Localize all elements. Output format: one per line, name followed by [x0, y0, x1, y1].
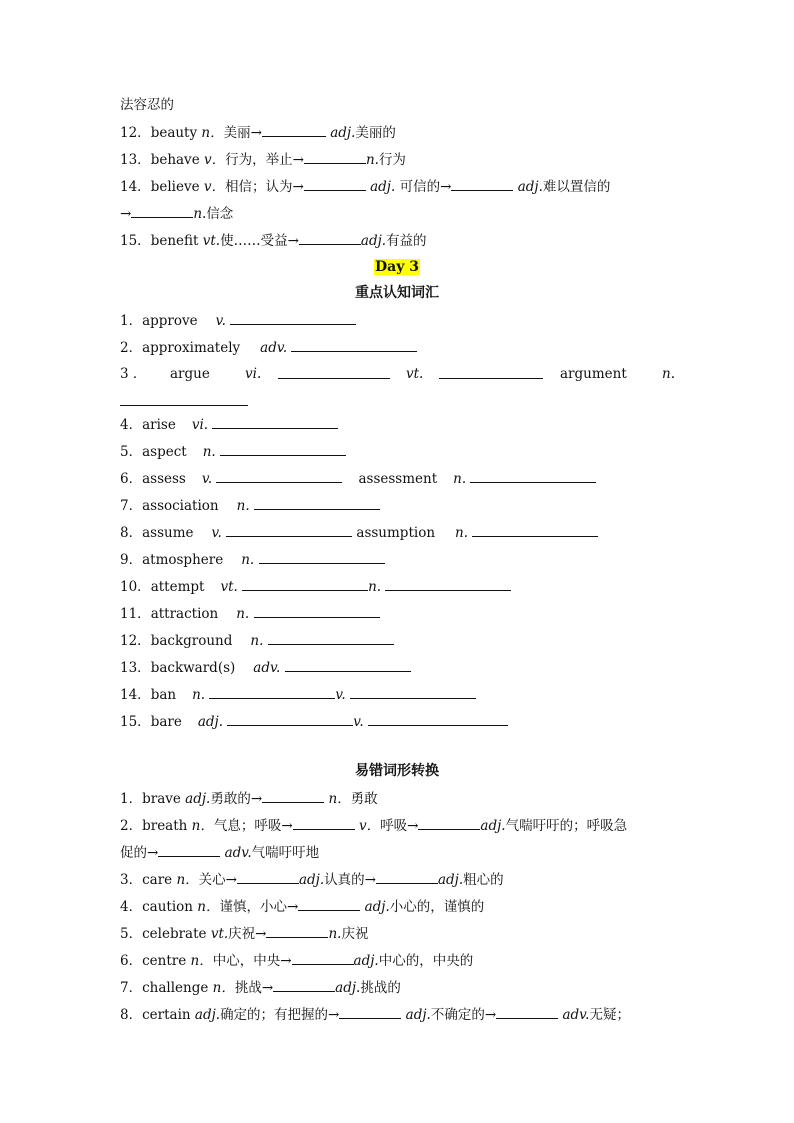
text-segment: n.: [236, 498, 250, 514]
text-segment: adj.: [197, 714, 223, 730]
form-item-1: [120, 789, 378, 808]
answer-blank[interactable]: [350, 685, 476, 699]
text-segment: vt.: [220, 579, 238, 595]
answer-blank[interactable]: [226, 523, 352, 537]
text-segment: 7．: [120, 498, 143, 514]
day-heading: [0, 258, 794, 276]
text-segment: 小心的，谨慎的: [389, 899, 485, 915]
text-segment: 5．: [120, 444, 143, 460]
text-segment: adj.: [405, 1007, 431, 1023]
answer-blank[interactable]: [131, 204, 193, 218]
vocab-item-7: [120, 496, 380, 515]
answer-blank[interactable]: [496, 1005, 558, 1019]
text-segment: 易错词形转换: [355, 763, 439, 779]
text-segment: 使……受益→: [220, 233, 299, 249]
vocab-item-1: [120, 311, 356, 330]
text-segment: adj.: [437, 872, 464, 888]
text-segment: care: [142, 872, 173, 888]
text-segment: 1．: [120, 791, 143, 807]
text-segment: vt.: [202, 233, 221, 249]
vocab-item-10: [120, 577, 511, 596]
answer-blank[interactable]: [304, 150, 366, 164]
vocab-item-2: [120, 338, 417, 357]
answer-blank[interactable]: [268, 631, 394, 645]
text-segment: 4．: [120, 417, 143, 433]
text-segment: 认真的→: [324, 872, 376, 888]
text-segment: 中心，中央→: [212, 953, 292, 969]
answer-blank[interactable]: [220, 442, 346, 456]
text-segment: 气喘吁吁地: [251, 845, 320, 861]
text-segment: n．: [328, 791, 351, 807]
text-segment: 12．: [120, 125, 151, 141]
derivation-item-13: [120, 150, 406, 169]
text-segment: v.: [215, 313, 226, 329]
continued-text: [120, 96, 174, 114]
text-segment: v.: [211, 525, 222, 541]
text-segment: backward(s): [150, 660, 236, 676]
answer-blank[interactable]: [292, 951, 354, 965]
text-segment: 法容忍的: [120, 97, 174, 113]
text-segment: 无疑；: [589, 1007, 630, 1023]
text-segment: 庆祝→: [228, 926, 267, 942]
text-segment: v.: [353, 714, 364, 730]
text-segment: n.: [193, 206, 207, 222]
text-segment: attempt: [150, 579, 205, 595]
answer-blank[interactable]: [418, 816, 480, 830]
text-segment: approve: [142, 313, 198, 329]
text-segment: 4．: [120, 899, 143, 915]
text-segment: adv.: [224, 845, 252, 861]
text-segment: 促的→: [120, 845, 159, 861]
text-segment: v．: [203, 179, 225, 195]
text-segment: breath: [142, 818, 188, 834]
text-segment: adj.: [353, 953, 379, 969]
text-segment: 8．: [120, 1007, 143, 1023]
text-segment: believe: [150, 179, 200, 195]
form-item-8: [120, 1005, 630, 1024]
text-segment: 庆祝: [341, 926, 369, 942]
text-segment: aspect: [142, 444, 187, 460]
text-segment: 3．: [120, 872, 143, 888]
text-segment: adj.: [370, 179, 396, 195]
text-segment: n.: [662, 366, 675, 382]
answer-blank[interactable]: [376, 870, 438, 884]
vocab-item-13: [120, 658, 411, 677]
text-segment: 重点认知词汇: [355, 285, 439, 301]
form-item-7: [120, 978, 401, 997]
text-segment: 9．: [120, 552, 143, 568]
answer-blank[interactable]: [262, 123, 326, 137]
answer-blank[interactable]: [237, 870, 299, 884]
vocab-pos: [406, 365, 423, 383]
text-segment: arise: [142, 417, 176, 433]
answer-blank[interactable]: [254, 496, 380, 510]
text-segment: 15．: [120, 233, 151, 249]
text-segment: v.: [201, 471, 213, 487]
text-segment: assess: [142, 471, 186, 487]
text-segment: 11．: [120, 606, 151, 622]
vocab-item-4: [120, 415, 338, 434]
text-segment: n．: [191, 818, 214, 834]
text-segment: attraction: [150, 606, 219, 622]
text-segment: 12．: [120, 633, 151, 649]
text-segment: n．: [176, 872, 199, 888]
answer-blank[interactable]: [339, 1005, 401, 1019]
text-segment: adj.: [517, 179, 543, 195]
text-segment: assumption: [356, 525, 436, 541]
answer-blank[interactable]: [216, 469, 342, 483]
text-segment: n.: [236, 606, 250, 622]
text-segment: 15．: [120, 714, 151, 730]
text-segment: v.: [335, 687, 346, 703]
form-item-3: [120, 870, 504, 889]
answer-blank[interactable]: [299, 231, 361, 245]
text-segment: Day 3: [375, 259, 419, 275]
vocab-item-3-cont: [120, 392, 248, 411]
text-segment: n.: [192, 687, 206, 703]
text-segment: 行为: [378, 152, 406, 168]
answer-blank[interactable]: [259, 550, 385, 564]
answer-blank[interactable]: [266, 924, 328, 938]
text-segment: v．: [358, 818, 381, 834]
text-segment: adj.: [364, 899, 390, 915]
text-segment: 粗心的: [463, 872, 504, 888]
text-segment: n.: [250, 633, 264, 649]
answer-blank[interactable]: [451, 177, 513, 191]
text-segment: assume: [142, 525, 194, 541]
text-segment: n.: [202, 444, 216, 460]
answer-blank[interactable]: [368, 712, 508, 726]
text-segment: ban: [150, 687, 177, 703]
answer-blank[interactable]: [385, 577, 511, 591]
vocab-item-14: [120, 685, 476, 704]
form-item-6: [120, 951, 473, 970]
text-segment: behave: [150, 152, 200, 168]
vocab-item-9: [120, 550, 385, 569]
text-segment: n．: [201, 125, 224, 141]
derivation-item-14-cont: [120, 204, 233, 223]
derivation-item-15: [120, 231, 427, 250]
vocab-word-argument: [560, 365, 627, 383]
text-segment: adv.: [253, 660, 281, 676]
vocab-item-8: [120, 523, 598, 542]
answer-blank[interactable]: [472, 523, 598, 537]
text-segment: 14．: [120, 687, 151, 703]
text-segment: assessment: [358, 471, 438, 487]
answer-blank[interactable]: [242, 577, 368, 591]
answer-blank[interactable]: [209, 685, 335, 699]
text-segment: 勇敢的→: [210, 791, 263, 807]
answer-blank[interactable]: [304, 177, 366, 191]
answer-blank[interactable]: [439, 365, 543, 384]
vocab-pos: [662, 365, 675, 383]
text-segment: n.: [455, 525, 469, 541]
text-segment: n.: [241, 552, 255, 568]
answer-blank[interactable]: [293, 816, 355, 830]
text-segment: 气息；呼吸→: [213, 818, 293, 834]
text-segment: 可信的→: [399, 179, 452, 195]
text-segment: adj.: [335, 980, 361, 996]
answer-blank[interactable]: [470, 469, 596, 483]
text-segment: 13．: [120, 660, 151, 676]
vocab-item-15: [120, 712, 508, 731]
text-segment: approximately: [142, 340, 241, 356]
text-segment: adv.: [260, 340, 288, 356]
answer-blank[interactable]: [158, 843, 220, 857]
text-segment: vt.: [406, 366, 424, 382]
text-segment: 谨慎，小心→: [219, 899, 299, 915]
vocab-word-argue: [170, 365, 210, 383]
answer-blank[interactable]: [212, 415, 338, 429]
form-item-5: [120, 924, 368, 943]
text-segment: argument: [560, 366, 627, 382]
text-segment: brave: [142, 791, 181, 807]
text-segment: 关心→: [198, 872, 237, 888]
text-segment: n.: [365, 152, 379, 168]
text-segment: 有益的: [386, 233, 427, 249]
text-segment: association: [142, 498, 219, 514]
text-segment: adj.: [298, 872, 325, 888]
vocab-item-6: [120, 469, 596, 488]
text-segment: celebrate: [142, 926, 207, 942]
text-segment: caution: [142, 899, 193, 915]
text-segment: 勇敢: [350, 791, 378, 807]
text-segment: benefit: [150, 233, 199, 249]
text-segment: vi.: [191, 417, 209, 433]
text-segment: 5．: [120, 926, 143, 942]
text-segment: n．: [190, 953, 213, 969]
text-segment: 挑战的: [360, 980, 401, 996]
text-segment: 2．: [120, 818, 143, 834]
text-segment: 呼吸→: [380, 818, 419, 834]
text-segment: beauty: [150, 125, 198, 141]
text-segment: adj.: [194, 1007, 221, 1023]
text-segment: 中心的，中央的: [378, 953, 474, 969]
text-segment: certain: [142, 1007, 191, 1023]
text-segment: 6．: [120, 471, 143, 487]
vocab-item-11: [120, 604, 380, 623]
section-title-word-forms: [0, 762, 794, 780]
text-segment: atmosphere: [142, 552, 224, 568]
vocab-pos: [245, 365, 261, 383]
text-segment: vt.: [210, 926, 229, 942]
text-segment: challenge: [142, 980, 209, 996]
text-segment: 相信；认为→: [225, 179, 304, 195]
text-segment: 确定的；有把握的→: [220, 1007, 340, 1023]
text-segment: adj.: [185, 791, 211, 807]
text-segment: →: [120, 206, 132, 222]
text-segment: 14．: [120, 179, 151, 195]
text-segment: adj.: [330, 125, 356, 141]
form-item-2: [120, 816, 627, 835]
section-title-key-vocabulary: [0, 284, 794, 302]
answer-blank[interactable]: [298, 897, 360, 911]
text-segment: 挑战→: [234, 980, 274, 996]
text-segment: 气喘吁吁的；呼吸急: [505, 818, 628, 834]
text-segment: 3 ．: [120, 366, 147, 382]
text-segment: centre: [142, 953, 187, 969]
text-segment: n.: [328, 926, 342, 942]
text-segment: v．: [203, 152, 226, 168]
text-segment: n.: [368, 579, 382, 595]
text-segment: 13．: [120, 152, 151, 168]
answer-blank[interactable]: [278, 365, 390, 384]
answer-blank[interactable]: [254, 604, 380, 618]
answer-blank[interactable]: [120, 392, 248, 406]
text-segment: n．: [197, 899, 220, 915]
text-segment: 信念: [206, 206, 234, 222]
text-segment: 美丽→: [223, 125, 262, 141]
text-segment: n．: [212, 980, 235, 996]
text-segment: 不确定的→: [430, 1007, 497, 1023]
vocab-item-12: [120, 631, 394, 650]
text-segment: bare: [150, 714, 182, 730]
derivation-item-14: [120, 177, 610, 196]
text-segment: n.: [453, 471, 467, 487]
text-segment: 2．: [120, 340, 143, 356]
text-segment: argue: [170, 366, 210, 382]
form-item-2-cont: [120, 843, 319, 862]
answer-blank[interactable]: [291, 338, 417, 352]
vocab-item-3: [120, 365, 146, 383]
text-segment: 7．: [120, 980, 143, 996]
answer-blank[interactable]: [227, 712, 353, 726]
text-segment: 难以置信的: [542, 179, 611, 195]
answer-blank[interactable]: [230, 311, 356, 325]
derivation-item-12: [120, 123, 396, 142]
answer-blank[interactable]: [273, 978, 335, 992]
text-segment: 1．: [120, 313, 143, 329]
text-segment: adj.: [480, 818, 506, 834]
answer-blank[interactable]: [262, 789, 324, 803]
text-segment: adj.: [360, 233, 387, 249]
text-segment: 8．: [120, 525, 143, 541]
text-segment: 10．: [120, 579, 151, 595]
text-segment: vi.: [245, 366, 262, 382]
text-segment: 行为，举止→: [225, 152, 304, 168]
vocab-item-5: [120, 442, 346, 461]
answer-blank[interactable]: [285, 658, 411, 672]
text-segment: adv.: [562, 1007, 590, 1023]
text-segment: 6．: [120, 953, 143, 969]
form-item-4: [120, 897, 484, 916]
text-segment: background: [150, 633, 233, 649]
text-segment: 美丽的: [355, 125, 396, 141]
